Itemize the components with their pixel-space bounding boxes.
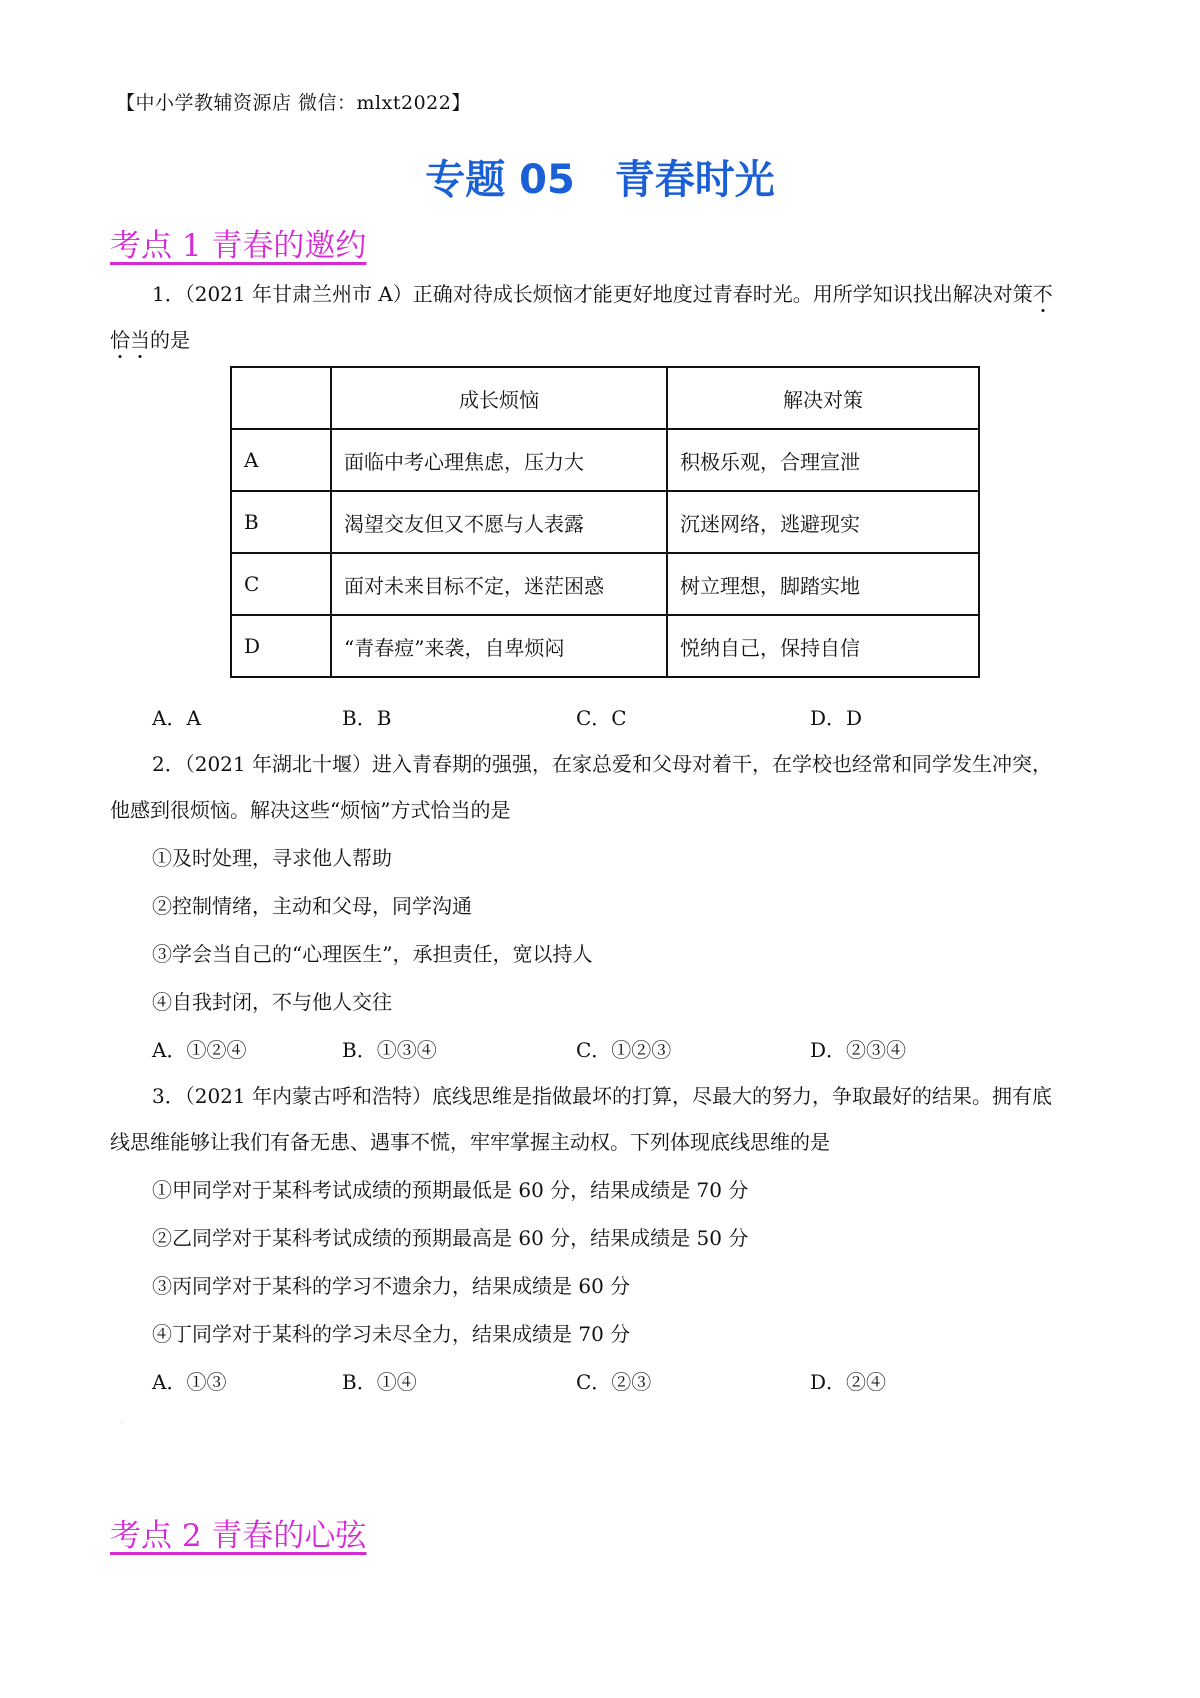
table-cell: 面临中考心理焦虑，压力大 — [331, 429, 667, 491]
table-row — [231, 615, 979, 677]
q1-emphasis-2: 恰 — [110, 328, 130, 352]
q1-text-rest: 的是 — [150, 328, 190, 352]
q2-option-a: A．①②④ — [152, 1038, 247, 1062]
table-header-cell — [231, 367, 331, 429]
q3-option-b: B．①④ — [342, 1370, 417, 1394]
title-part-1: 专题 05 — [425, 157, 575, 203]
q3-option-c: C．②③ — [576, 1370, 652, 1394]
table-cell: 渴望交友但又不愿与人表露 — [331, 491, 667, 553]
table-cell: 悦纳自己，保持自信 — [667, 615, 979, 677]
q1-text: 1．（2021 年甘肃兰州市 A）正确对待成长烦恼才能更好地度过青春时光。用所学知识找出解决对策 — [152, 282, 1033, 306]
header-note: 【中小学教辅资源店 微信：mlxt2022】 — [116, 92, 471, 114]
q2-item-2: ②控制情绪，主动和父母，同学沟通 — [152, 894, 472, 918]
table-header-cell: 成长烦恼 — [331, 367, 667, 429]
q2-item-4: ④自我封闭，不与他人交往 — [152, 990, 392, 1014]
title-part-2: 青春时光 — [614, 157, 775, 203]
q2-item-3: ③学会当自己的“心理医生”，承担责任，宽以持人 — [152, 942, 593, 966]
faint-mark: · — [120, 1418, 124, 1429]
q3-option-a: A．①③ — [152, 1370, 227, 1394]
q1-option-a: A．A — [152, 706, 201, 730]
q1-table — [230, 366, 980, 678]
table-cell: B — [231, 491, 331, 553]
table-cell: “青春痘”来袭，自卑烦闷 — [331, 615, 667, 677]
q2-line-1: 2．（2021 年湖北十堰）进入青春期的强强，在家总爱和父母对着干，在学校也经常和同学发生冲突， — [152, 752, 1052, 776]
q1-emphasis-3: 当 — [130, 328, 150, 352]
table-cell: A — [231, 429, 331, 491]
q2-option-d: D．②③④ — [810, 1038, 907, 1062]
q2-item-1: ①及时处理，寻求他人帮助 — [152, 846, 392, 870]
q3-item-1: ①甲同学对于某科考试成绩的预期最低是 60 分，结果成绩是 70 分 — [152, 1178, 749, 1202]
section-title-2: 考点 2 青春的心弦 — [110, 1518, 367, 1554]
q1-emphasis-1: 不 — [1032, 282, 1053, 306]
table-cell: 树立理想，脚踏实地 — [667, 553, 979, 615]
q2-option-c: C．①②③ — [576, 1038, 672, 1062]
q3-item-3: ③丙同学对于某科的学习不遗余力，结果成绩是 60 分 — [152, 1274, 631, 1298]
q1-option-b: B．B — [342, 706, 392, 730]
page-title — [0, 148, 1200, 205]
table-cell: 积极乐观，合理宣泄 — [667, 429, 979, 491]
table-cell: 面对未来目标不定，迷茫困惑 — [331, 553, 667, 615]
q3-line-2: 线思维能够让我们有备无患、遇事不慌，牢牢掌握主动权。下列体现底线思维的是 — [110, 1130, 830, 1154]
table-header-row — [231, 367, 979, 429]
q1-option-c: C．C — [576, 706, 627, 730]
q1-line-1 — [152, 278, 1053, 307]
table-row — [231, 429, 979, 491]
q1-option-d: D．D — [810, 706, 863, 730]
table-header-cell: 解决对策 — [667, 367, 979, 429]
section-title-1: 考点 1 青春的邀约 — [110, 228, 367, 264]
q1-line-2 — [110, 324, 190, 353]
table-cell: D — [231, 615, 331, 677]
table-row — [231, 553, 979, 615]
q2-option-b: B．①③④ — [342, 1038, 437, 1062]
q3-item-2: ②乙同学对于某科考试成绩的预期最高是 60 分，结果成绩是 50 分 — [152, 1226, 749, 1250]
table-row — [231, 491, 979, 553]
q3-line-1: 3．（2021 年内蒙古呼和浩特）底线思维是指做最坏的打算，尽最大的努力，争取最好的结果。拥有底 — [152, 1084, 1052, 1108]
table-cell: C — [231, 553, 331, 615]
q3-item-4: ④丁同学对于某科的学习未尽全力，结果成绩是 70 分 — [152, 1322, 631, 1346]
q3-option-d: D．②④ — [810, 1370, 887, 1394]
table-cell: 沉迷网络，逃避现实 — [667, 491, 979, 553]
q2-line-2: 他感到很烦恼。解决这些“烦恼”方式恰当的是 — [110, 798, 511, 822]
